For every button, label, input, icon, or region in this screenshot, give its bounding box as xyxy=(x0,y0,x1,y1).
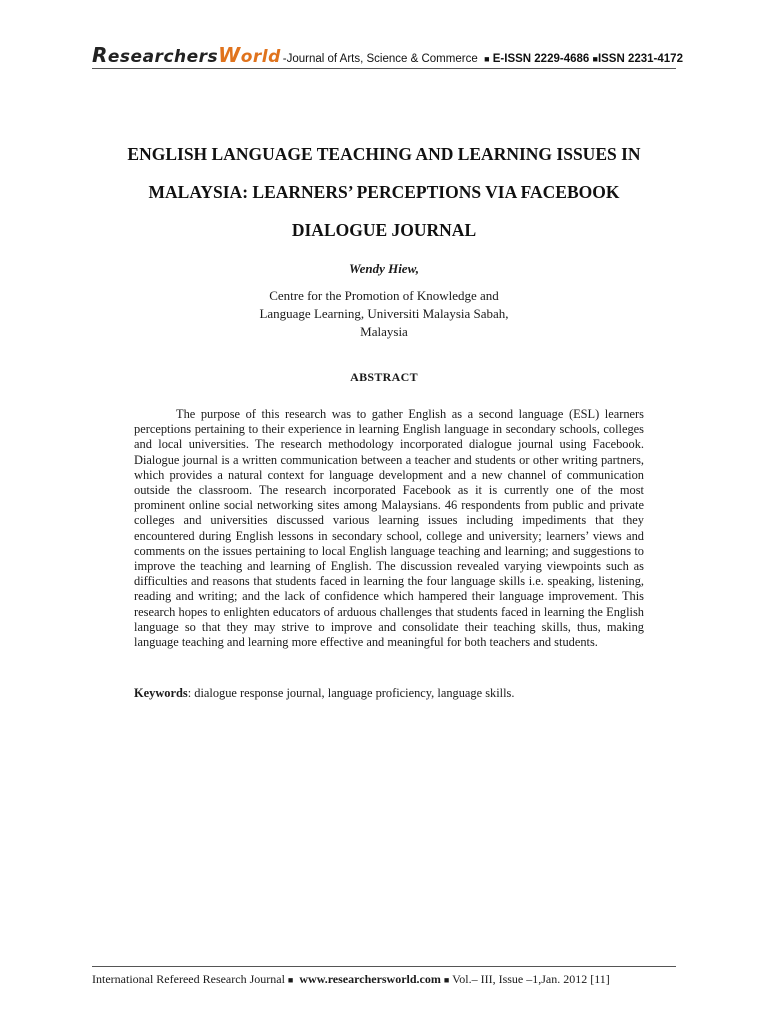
keywords-text: : dialogue response journal, language proficiency, language skills. xyxy=(187,686,515,700)
journal-logo: ResearchersWorld xyxy=(92,43,281,67)
separator: ■ xyxy=(443,975,450,985)
separator: ■ xyxy=(592,53,598,64)
author-name: Wendy Hiew, xyxy=(348,261,420,276)
separator: ■ xyxy=(484,53,490,64)
affiliation-line-3: Malaysia xyxy=(360,324,408,339)
abstract-heading: ABSTRACT xyxy=(350,370,418,384)
affiliation-line-2: Language Learning, Universiti Malaysia Sabah, xyxy=(259,306,509,321)
paper-title xyxy=(92,135,676,249)
author-affiliation xyxy=(92,287,676,341)
footer-journal: International Refereed Research Journal xyxy=(92,972,285,986)
keywords-label: Keywords xyxy=(134,686,188,700)
title-line-2: MALAYSIA: LEARNERS’ PERCEPTIONS VIA FACEBOOK xyxy=(148,182,620,202)
running-header xyxy=(92,40,692,66)
affiliation-line-1: Centre for the Promotion of Knowledge and xyxy=(269,288,499,303)
title-line-3: DIALOGUE JOURNAL xyxy=(291,220,477,240)
journal-info xyxy=(283,54,683,67)
footer-issue: Vol.– III, Issue –1,Jan. 2012 [11] xyxy=(452,972,610,986)
header-divider xyxy=(92,68,676,69)
keywords xyxy=(134,686,644,701)
separator: ■ xyxy=(287,975,294,985)
journal-name: -Journal of Arts, Science & Commerce xyxy=(282,52,478,65)
issn: ISSN 2231-4172 xyxy=(597,52,683,65)
footer-website: www.researchersworld.com xyxy=(299,972,441,986)
abstract-body: The purpose of this research was to gather English as a second language (ESL) learners perceptions pertaining to their experience in learning English language in secondary schools, colleges and local universities. The research methodology incorporated dialogue journal using Facebook. Dialogue journal is a written communication between a teacher and students or other writing partners, which provides a natural context for language development and a new channel of communication outside the classroom. The research incorporated Facebook as it is currently one of the most prominent online social networking sites among Malaysians. 46 respondents from public and private colleges and universities discussed various learning issues including impediments that they encountered during English lessons in secondary school, college and university; learners’ views and comments on the issues pertaining to local English language teaching and learning; and suggestions to improve the teaching and learning of English. The discussion revealed varying viewpoints such as difficulties and reasons that students faced in learning the four language skills i.e. speaking, listening, reading and writing; and the lack of confidence which hampered their language improvement. This research hopes to enlighten educators of arduous challenges that students faced in learning the English language so that they may strive to improve and consolidate their teaching skills, thus, making language teaching and learning more effective and meaningful for both teachers and students. xyxy=(134,407,644,650)
eissn: E-ISSN 2229-4686 xyxy=(492,52,590,65)
running-footer xyxy=(92,972,692,987)
title-line-1: ENGLISH LANGUAGE TEACHING AND LEARNING ISSUES IN xyxy=(127,144,641,164)
footer-divider xyxy=(92,966,676,967)
